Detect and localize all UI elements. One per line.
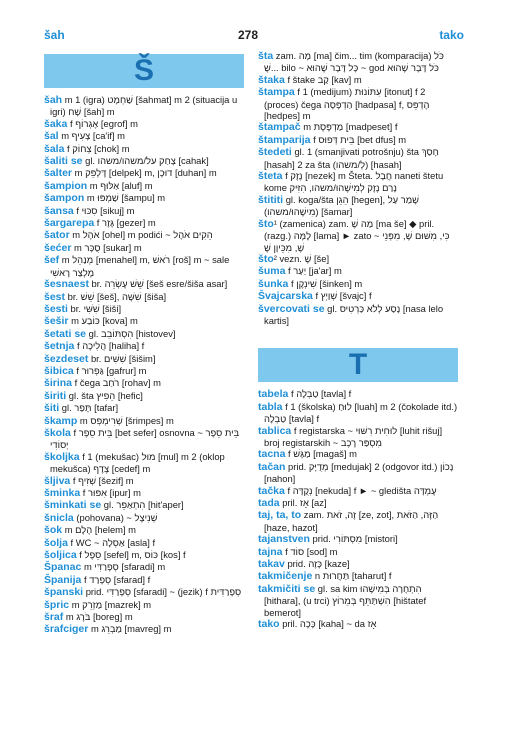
dictionary-entry [258,146,458,170]
entry-definition: f סֵפֶל [sefel] m, כּוֹס [kos] f [76,549,186,561]
entry-headword: tajanstven [258,533,310,546]
entry-headword: šah [44,94,63,106]
entry-headword: šraf [44,611,64,624]
dictionary-entry [44,192,244,204]
dictionary-entry [44,118,244,130]
entry-headword: tačka [258,484,285,497]
dictionary-entry [44,402,244,414]
entry-headword: šok [44,524,63,537]
entry-definition: pril. כָּכָה [kaha] ~ da אָז [279,618,377,630]
entry-definition: m סְפָרַדִּי [sfaradi] m [81,561,166,573]
entry-definition: f טַבְלָה [tavla] f [288,388,352,400]
entry-definition: f שְׁוַיְץ [švajc] f [312,290,372,302]
entry-definition: m אַלּוּף [aluf] m [87,179,153,191]
entry-headword: šampion [44,179,88,192]
entry-definition: m שַׁמְפּוּ [šampu] m [84,192,166,204]
entry-definition: f שִׁינְקֶן [šinken] m [288,277,363,289]
entry-headword: tajna [258,545,283,558]
entry-headword: šampon [44,192,85,205]
entry-headword: šator [44,229,70,242]
entry-headword: širina [44,377,73,390]
dictionary-entry [44,328,244,340]
entry-headword: šest [44,290,66,303]
entry-definition: gl. נָסַע לְלֹא כַּרְטִיס [nasa lelo kartis] [264,302,444,326]
entry-headword: škamp [44,414,78,427]
dictionary-entry [44,415,244,427]
entry-definition: f יַעַר [ja'ar] m [285,265,342,277]
dictionary-entry [44,427,244,451]
entry-definition: m שְׁרִימְפְּס [šrimpes] m [77,414,174,426]
entry-definition: m מַדְפֶּסֶת [madpeset] f [300,121,398,133]
entry-definition: gl. koga/šta הֵגֵן [hegen], שָׁמַר עַל (מִישֶׁהוּ/משהו) [šamar] [264,193,420,218]
dictionary-entry [258,134,458,146]
dictionary-entry [258,50,458,74]
dictionary-entry [258,461,458,485]
entry-definition: gl. הִסְתּוֹבֵב [histovev] [86,327,176,339]
entry-definition: n תַּחֲרוּת [taharut] f [312,570,392,582]
dictionary-entry [44,390,244,402]
entry-definition: prid. מְדֻיָּק [medujak] 2 (odgovor itd.) נָכוֹן [nahon] [264,460,454,485]
dictionary-entry [44,229,244,241]
entry-definition: m כּוֹבַע [kova] m [68,315,138,327]
dictionary-entry [44,451,244,475]
entry-definition: ¹ (zamenica) zam. מַה שֶׁ [ma še] ◆ pril. (razg.) לָמָּה [lama] ► zato ~ כִּי, מִשּׁוּם שֶׁ, מִפְּנֵי שֶׁ, מִכֵּיוָן שֶׁ [264,217,450,253]
entry-headword: španski [44,586,84,599]
entry-definition: prid. כָּזֶה [kaze] [284,558,350,570]
entry-definition: gl. šta הֵפִיץ [hefic] [66,389,143,401]
entry-headword: takmičenje [258,570,313,583]
dictionary-entry [44,365,244,377]
entry-definition: f בֵּית דְּפוּס [bet dfus] m [310,133,407,145]
dictionary-entry [258,86,458,121]
entry-definition: f נֶזֶק [nezek] m Šteta. חֲבָל naneti štetu kome נָרַם נֶזֶק לְמִישֶׁהוּ/משהו, הִזִּיק [264,170,444,194]
entry-headword: tabela [258,388,289,401]
entry-definition: f 1 (školska) לוּחַ [luah] m 2 (čokolade itd.) טַבְלָה [tavla] f [264,400,458,425]
dictionary-entry [44,487,244,499]
dictionary-entry [258,558,458,570]
dictionary-entry [44,611,244,623]
entry-definition: m צָעִיף [ca'if] m [58,130,125,142]
entry-headword: štititi [258,193,284,206]
entry-headword: štampa [258,86,295,99]
dictionary-entry [44,549,244,561]
entry-headword: tako [258,618,280,631]
dictionary-entry [258,509,458,533]
entry-definition: gl. sa kim הִתְחָרָה בְּמִישֶׁהוּ [hithara], (u trci) הִשְׁתַּתֵּף בְּמֵרוֹץ [hištatef bemerot] [264,582,427,618]
entry-headword: šala [44,142,65,155]
entry-definition: prid. סְפָרַדִּי [sfaradi] ~ (jezik) f סְפָרַדִּית [83,586,242,598]
dictionary-entry [44,623,244,635]
entry-definition: br. שֵׁשׁ עֶשְׂרֵה [šeš esre/šiša asar] [88,278,228,290]
dictionary-entry [258,618,458,630]
dictionary-entry [44,599,244,611]
entry-definition: f registarska ~ לוּחִית רִשּׁוּי [luhit rišuj] broj registarskih ~ מִסְפַּר רֶכֶב [264,424,443,448]
dictionary-entry [44,242,244,254]
entry-definition: pril. אָז [az] [279,497,327,508]
entry-headword: šansa [44,204,74,217]
dictionary-entry [44,303,244,315]
entry-definition: m מְנַהֵל [menahel] m, רֹאשׁ [roš] m ~ sale מֶלְצַר רָאשִׁי [50,254,230,278]
entry-definition: prid. מִסְתּוֹרִי [mistori] [309,533,398,545]
entry-headword: šminka [44,487,81,499]
entry-headword: šaka [44,117,68,130]
dictionary-entry [44,130,244,142]
entry-definition: (pohovana) ~ שְׁנִיצֶל [73,511,158,523]
entry-headword: Španija [44,573,82,586]
entry-headword: tada [258,497,280,509]
entry-headword: šolja [44,536,68,549]
entry-headword: šljiva [44,474,71,487]
entry-list-t [258,388,458,630]
left-column [44,52,244,742]
dictionary-entry [44,217,244,229]
entry-definition: f štake קַב [kav] m [284,73,362,85]
dictionary-entry [258,218,458,253]
entry-headword: štamparija [258,133,311,146]
entry-headword: šal [44,130,59,143]
entry-definition: f סוֹד [sod] m [282,545,338,557]
dictionary-entry [44,340,244,352]
entry-definition: f מַגָּשׁ [magaš] m [285,448,357,460]
page-number: 278 [238,28,259,42]
entry-definition: gl. 1 (smanjivati potrošnju) šta חָסַךְ [hasah] 2 za šta (לְ/משהו) [hasah] [264,146,439,170]
header-first-word: šah [44,28,65,42]
entry-definition: br. שֵׁשׁ [šeš], שִׁשָּׁה [šiša] [65,290,167,302]
entry-headword: šnicla [44,511,74,524]
entry-definition: f גַּפְרוּר [gafrur] m [73,364,147,376]
entry-headword: šargarepa [44,217,95,230]
dictionary-entry [44,315,244,327]
entry-headword: šećer [44,241,72,254]
dictionary-entry [258,388,458,400]
entry-definition: f שְׁזִיף [šezif] m [70,474,134,486]
entry-headword: škola [44,426,71,439]
entry-headword: šiti [44,402,60,415]
entry-definition: f WC ~ אַסְלָה [asla] f [67,536,156,548]
entry-list-s [44,94,244,636]
dictionary-entry [258,401,458,425]
entry-headword: takav [258,558,285,571]
dictionary-entry [258,74,458,86]
entry-headword: štampač [258,121,301,134]
entry-headword: švercovati se [258,302,325,315]
dictionary-entry [44,499,244,511]
entry-definition: f בֵּית סֵפֶר [bet sefer] osnovna ~ בֵּית סֵפֶר יְסוֹדִי [50,426,240,451]
dictionary-entry [44,353,244,365]
entry-definition: m סֻכָּר [sukar] m [71,241,142,253]
dictionary-entry [258,278,458,290]
entry-definition: m אֹהֶל [ohel] m podići ~ הֵקִים אֹהֶל [69,229,213,241]
entry-definition: f סְפָרַד [sfarad] f [81,573,151,585]
dictionary-entry [44,143,244,155]
dictionary-entry [44,94,244,118]
entry-headword: šesnaest [44,278,89,291]
entry-headword: šezdeset [44,352,89,365]
dictionary-entry [44,561,244,573]
entry-definition: f הֲלִיכָה [haliha] f [74,340,145,352]
entry-definition: zam. מָה [ma] čim... tim (komparacija) כֹּל שֶׁ... bilo ~ כָּל דָּבָר שֶׁהוּא ~ god כֹּל דָּבָר שֶׁהוּא [264,50,444,74]
dictionary-entry [44,475,244,487]
dictionary-entry [258,253,458,265]
entry-headword: špric [44,598,70,611]
entry-definition: f גֶּזֶר [gezer] m [94,217,156,229]
dictionary-entry [44,254,244,278]
entry-definition: f נְקֻדָּה [nekuda] f ► ~ gledišta עֶמְדָּה [284,484,437,496]
dictionary-entry [44,586,244,598]
entry-headword: tabla [258,400,283,413]
dictionary-entry [258,497,458,509]
dictionary-entry [44,278,244,290]
entry-headword: što [258,252,274,265]
entry-headword: šef [44,254,60,267]
entry-headword: šalter [44,167,73,180]
entry-definition: m הֶלֶם [helem] m [62,524,136,536]
dictionary-entry [258,583,458,618]
entry-definition: br. שִׁשִּׁי [šiši] [67,302,122,314]
dictionary-entry [258,170,458,194]
entry-headword: šaliti se [44,155,83,168]
entry-headword: štedeti [258,146,292,159]
entry-headword: šminkati se [44,499,102,512]
entry-definition: br. שִׁשִּׁים [šišim] [88,352,156,364]
dictionary-entry [258,121,458,133]
entry-headword: Španac [44,561,82,574]
entry-headword: školjka [44,450,80,463]
dictionary-entry [44,377,244,389]
dictionary-entry [258,448,458,460]
entry-definition: m דֶּלְפֵּק [delpek] m, דוּכָן [duhan] m [72,167,217,179]
dictionary-entry [258,290,458,302]
entry-definition: m בֹּרֶג [boreg] m [63,611,133,623]
right-column [258,50,458,742]
entry-headword: šunka [258,277,289,290]
entry-definition: f אִפּוּר [ipur] m [80,487,141,498]
dictionary-entry [44,205,244,217]
entry-definition: f 1 (mekušac) מוּל [mul] m 2 (oklop mekušca) צֶדֶף [cedef] m [50,450,225,475]
entry-definition: m מַבְרֵג [mavreg] m [88,623,172,635]
dictionary-entry [258,194,458,218]
entry-headword: štaka [258,73,285,86]
entry-headword: šibica [44,364,74,377]
entry-headword: šteta [258,170,283,183]
entry-headword: šta [258,50,274,62]
entry-definition: f צְחוֹק [chok] m [64,142,130,154]
entry-headword: Švajcarska [258,290,313,303]
dictionary-entry [258,533,458,545]
entry-headword: taj, ta, to [258,509,302,522]
entry-definition: gl. צָחַק על/משהו/משהו [cahak] [82,155,209,167]
dictionary-entry [258,425,458,449]
dictionary-entry [44,537,244,549]
dictionary-entry [258,546,458,558]
letter-banner-s: Š [44,54,244,88]
entry-definition: zam. זֶה, זֹאת [ze, zot], הַזֶּה, הַזֹּאת [haze, hazot] [264,509,439,533]
dictionary-entry [44,524,244,536]
entry-definition: f סִכּוּי [sikuj] m [73,204,135,216]
entry-definition: gl. הִתְאַפֵּר [hit'aper] [101,499,184,511]
entry-definition: f 1 (medijum) עִתּוֹנוּת [itonut] f 2 (proces) čega הַדְפָּסָה [hadpasa] f, הֶדְפֵּס [hedpes] m [264,86,430,122]
dictionary-entry [258,303,458,327]
dictionary-entry [44,512,244,524]
entry-headword: šrafciger [44,623,89,636]
entry-headword: tablica [258,424,292,437]
dictionary-entry [44,574,244,586]
page-header [0,0,508,44]
entry-headword: šetati se [44,327,87,340]
entry-definition: m 1 (igra) שַׁחְמָט [šahmat] m 2 (situacija u igri) שָׁח [šah] m [50,94,238,118]
dictionary-entry [44,180,244,192]
entry-definition: m מַזְרֵק [mazrek] m [69,598,152,610]
entry-list-s-continued [258,50,458,326]
dictionary-entry [258,265,458,277]
entry-headword: takmičiti se [258,582,316,595]
dictionary-entry [44,291,244,303]
dictionary-entry [258,485,458,497]
entry-headword: šesti [44,302,68,315]
dictionary-entry [44,155,244,167]
entry-definition: ² vezn. שֶׁ [še] [273,252,330,264]
entry-headword: šetnja [44,340,75,353]
entry-headword: šoljica [44,549,77,562]
entry-headword: šuma [258,265,286,278]
entry-headword: tacna [258,448,286,461]
dictionary-entry [258,570,458,582]
entry-headword: tačan [258,460,286,473]
entry-headword: širiti [44,389,67,402]
entry-headword: što [258,217,274,230]
entry-headword: šešir [44,315,69,328]
entry-definition: gl. תָּפַר [tafar] [59,402,119,414]
header-last-word: tako [439,28,464,42]
entry-definition: f אֶגְרוֹף [egrof] m [67,117,138,129]
dictionary-entry [44,167,244,179]
entry-definition: f čega רֹחַב [rohav] m [72,377,161,389]
letter-banner-t: T [258,348,458,382]
